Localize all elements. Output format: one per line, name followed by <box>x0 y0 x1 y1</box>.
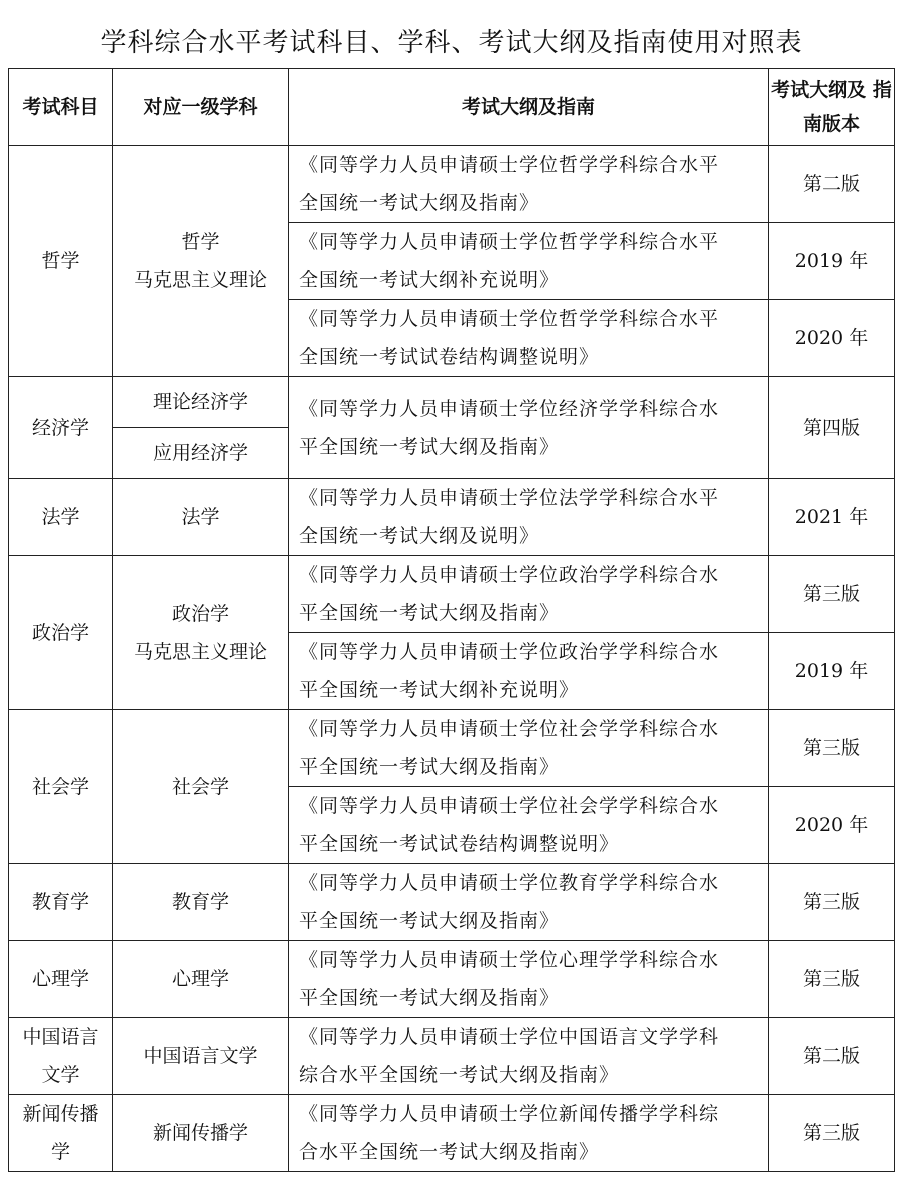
guide-line: 平全国统一考试大纲及指南》 <box>299 602 560 624</box>
discipline-line: 政治学 <box>171 602 229 625</box>
guide-cell <box>289 479 769 556</box>
version-cell: 第三版 <box>769 710 895 787</box>
table-row <box>9 146 895 223</box>
guide-line: 《同等学力人员申请硕士学位社会学学科综合水 <box>299 795 720 817</box>
subject-line: 学 <box>50 1141 70 1163</box>
header-discipline: 对应一级学科 <box>113 69 289 146</box>
version-cell: 2021 年 <box>769 479 895 556</box>
guide-line: 平全国统一考试大纲及指南》 <box>299 756 560 778</box>
guide-line: 《同等学力人员申请硕士学位心理学学科综合水 <box>299 949 720 971</box>
subject-cell: 心理学 <box>9 941 113 1018</box>
subject-line: 新闻传播 <box>22 1103 99 1125</box>
version-cell: 第三版 <box>769 1095 895 1172</box>
discipline-cell: 法学 <box>113 479 289 556</box>
version-cell: 第二版 <box>769 146 895 223</box>
guide-line: 平全国统一考试大纲及指南》 <box>299 435 560 458</box>
header-version-line1: 考试大纲及 <box>771 79 867 101</box>
version-cell: 2019 年 <box>769 223 895 300</box>
guide-line: 《同等学力人员申请硕士学位新闻传播学学科综 <box>299 1103 720 1125</box>
subject-cell: 社会学 <box>9 710 113 864</box>
guide-line: 《同等学力人员申请硕士学位政治学学科综合水 <box>299 641 720 663</box>
guide-cell <box>289 146 769 223</box>
guide-line: 《同等学力人员申请硕士学位教育学学科综合水 <box>299 872 720 894</box>
guide-line: 全国统一考试大纲补充说明》 <box>299 269 560 291</box>
version-cell: 第三版 <box>769 941 895 1018</box>
header-subject: 考试科目 <box>9 69 113 146</box>
discipline-cell <box>113 556 289 710</box>
discipline-line: 马克思主义理论 <box>133 640 267 663</box>
subject-cell: 哲学 <box>9 146 113 377</box>
guide-line: 平全国统一考试大纲及指南》 <box>299 987 560 1009</box>
guide-cell <box>289 1018 769 1095</box>
guide-line: 《同等学力人员申请硕士学位社会学学科综合水 <box>299 718 720 740</box>
subject-line: 中国语言 <box>22 1026 99 1048</box>
guide-line: 全国统一考试大纲及指南》 <box>299 192 540 214</box>
guide-line: 《同等学力人员申请硕士学位哲学学科综合水平 <box>299 154 720 176</box>
table-row <box>9 1095 895 1172</box>
discipline-cell: 新闻传播学 <box>113 1095 289 1172</box>
guide-cell <box>289 787 769 864</box>
guide-line: 综合水平全国统一考试大纲及指南》 <box>299 1064 620 1086</box>
version-cell: 第三版 <box>769 556 895 633</box>
guide-line: 《同等学力人员申请硕士学位法学学科综合水平 <box>299 487 720 509</box>
guide-line: 《同等学力人员申请硕士学位经济学学科综合水 <box>299 397 720 420</box>
subject-cell <box>9 1018 113 1095</box>
table-row <box>9 710 895 787</box>
discipline-cell: 中国语言文学 <box>113 1018 289 1095</box>
guide-line: 合水平全国统一考试大纲及指南》 <box>299 1141 600 1163</box>
discipline-line: 马克思主义理论 <box>133 269 267 291</box>
version-cell: 2020 年 <box>769 787 895 864</box>
discipline-line: 哲学 <box>181 231 220 253</box>
subject-cell: 政治学 <box>9 556 113 710</box>
guide-line: 平全国统一考试大纲补充说明》 <box>299 679 580 701</box>
guide-cell <box>289 1095 769 1172</box>
guide-line: 全国统一考试大纲及说明》 <box>299 525 540 547</box>
table-row <box>9 479 895 556</box>
guide-cell <box>289 377 769 479</box>
discipline-cell <box>113 146 289 377</box>
discipline-cell: 理论经济学 <box>113 377 289 428</box>
subject-cell: 教育学 <box>9 864 113 941</box>
version-cell: 第二版 <box>769 1018 895 1095</box>
guide-line: 《同等学力人员申请硕士学位政治学学科综合水 <box>299 564 720 586</box>
guide-cell <box>289 223 769 300</box>
header-version <box>769 69 895 146</box>
guide-line: 《同等学力人员申请硕士学位哲学学科综合水平 <box>299 308 720 330</box>
discipline-cell: 社会学 <box>113 710 289 864</box>
subject-cell <box>9 1095 113 1172</box>
guide-line: 《同等学力人员申请硕士学位中国语言文学学科 <box>299 1026 720 1048</box>
subject-cell: 法学 <box>9 479 113 556</box>
guide-cell <box>289 300 769 377</box>
table-row <box>9 556 895 633</box>
exam-mapping-table <box>8 68 895 1172</box>
guide-cell <box>289 710 769 787</box>
subject-line: 文学 <box>41 1064 80 1086</box>
version-cell: 第四版 <box>769 377 895 479</box>
discipline-cell: 教育学 <box>113 864 289 941</box>
guide-cell <box>289 556 769 633</box>
discipline-cell: 心理学 <box>113 941 289 1018</box>
header-guide: 考试大纲及指南 <box>289 69 769 146</box>
guide-line: 平全国统一考试大纲及指南》 <box>299 910 560 932</box>
guide-line: 全国统一考试试卷结构调整说明》 <box>299 346 600 368</box>
subject-cell: 经济学 <box>9 377 113 479</box>
guide-cell <box>289 864 769 941</box>
guide-line: 平全国统一考试试卷结构调整说明》 <box>299 833 620 855</box>
guide-line: 《同等学力人员申请硕士学位哲学学科综合水平 <box>299 231 720 253</box>
table-row <box>9 864 895 941</box>
table-row <box>9 377 895 428</box>
page-title: 学科综合水平考试科目、学科、考试大纲及指南使用对照表 <box>100 28 803 58</box>
table-header-row <box>9 69 895 146</box>
header-version-line2: 指南版本 <box>802 79 892 135</box>
guide-cell <box>289 941 769 1018</box>
version-cell: 2020 年 <box>769 300 895 377</box>
table-row <box>9 941 895 1018</box>
guide-cell <box>289 633 769 710</box>
version-cell: 2019 年 <box>769 633 895 710</box>
discipline-cell: 应用经济学 <box>113 428 289 479</box>
version-cell: 第三版 <box>769 864 895 941</box>
table-row <box>9 1018 895 1095</box>
